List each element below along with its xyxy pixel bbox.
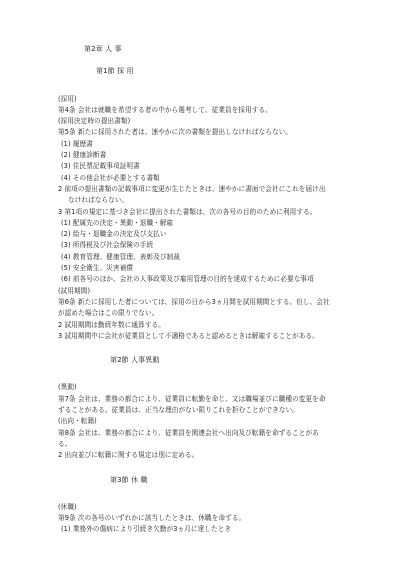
list-item: (3) 住民票記載事項証明書 [61, 162, 140, 171]
article-8: 第8条 会社は、業務の都合により、従業員を関連会社へ出向及び転籍を命ずることがあ [58, 428, 319, 437]
article-4: 第4条 会社は就職を希望する者の中から選考して、従業員を採用する。 [58, 105, 272, 114]
list-item: (4) その他会社が必要とする書類 [61, 173, 160, 182]
article-6-paragraph-2: 2 試用期間は勤続年数に通算する。 [58, 320, 165, 329]
list-item: (2) 健康診断書 [61, 151, 107, 160]
article-6: 第6条 新たに採用した者については、採用の日から3ヵ月間を試用期間とする。但し、会社 [58, 297, 330, 306]
article-5: 第5条 新たに採用された者は、速やかに次の書類を提出しなければならない。 [58, 128, 293, 137]
list-item: (2) 給与・退職金の決定及び支払い [61, 230, 167, 239]
list-item: (1) 配属先の決定・異動・退職・解雇 [61, 218, 174, 227]
article-6-continued: が認めた場合はこの限りでない。 [58, 309, 159, 318]
list-item: (3) 所得税及び社会保険の手続 [61, 241, 154, 250]
section-heading-transfer: 第2節 人事異動 [110, 356, 160, 365]
chapter-heading: 第2章 人 事 [84, 45, 122, 53]
article-caption: (休職) [58, 502, 77, 511]
paragraph-2-continued: なければならない。 [68, 196, 129, 205]
article-caption: (出向・転籍) [58, 417, 97, 426]
list-item: (1) 履歴書 [61, 139, 93, 148]
article-caption: (採用決定時の提出書類) [58, 117, 131, 126]
article-6-paragraph-3: 3 試用期間中に会社が従業員として不適格であると認めるときは解雇することがある。 [58, 331, 319, 340]
paragraph-2: 2 前項の提出書類の記載事項に変更が生じたときは、速やかに書面で会社にこれを届け出 [58, 184, 326, 193]
list-item: (5) 安全衛生、災害補償 [61, 264, 134, 273]
list-item: (6) 前各号のほか、会社の人事政策及び雇用管理の目的を達成するために必要な事項 [61, 275, 314, 284]
article-8-paragraph-2: 2 出向並びに転籍に関する規定は別に定める。 [58, 451, 199, 460]
list-item: (1) 業務外の傷病により引続き欠勤が3ヵ月に達したとき [61, 525, 232, 534]
article-caption: (試用期間) [58, 286, 91, 295]
section-heading-recruitment: 第1節 採 用 [96, 67, 134, 76]
article-7-continued: ずることがある。従業員は、正当な理由がない限りこれを拒むことができない。 [58, 406, 299, 415]
list-item: (4) 教育管理、健康管理、表彰及び制裁 [61, 252, 180, 261]
article-caption: (異動) [58, 383, 77, 392]
article-caption: (採用) [58, 94, 77, 103]
section-heading-leave: 第3節 休 職 [110, 475, 148, 484]
article-8-continued: る。 [58, 439, 72, 448]
article-7: 第7条 会社は、業務の都合により、従業員に転勤を命じ、又は職場並びに職種の変更を命 [58, 394, 326, 403]
paragraph-3: 3 第1項の規定に基づき会社に提出された書類は、次の各号の目的のために利用する。 [58, 207, 317, 216]
article-9: 第9条 次の各号のいずれかに該当したときは、休職を命ずる。 [58, 514, 246, 523]
